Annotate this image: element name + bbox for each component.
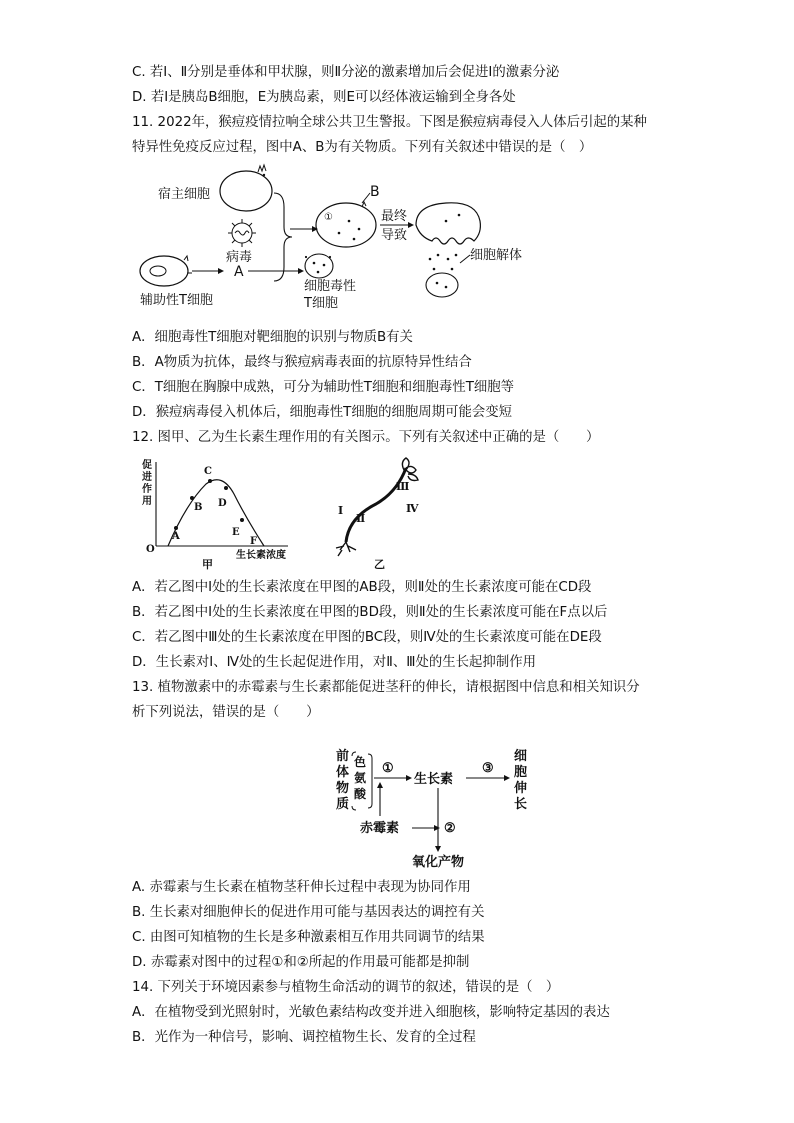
label-d: D	[218, 498, 227, 509]
q12-option-b: B．若乙图中Ⅰ处的生长素浓度在甲图的BD段，则Ⅱ处的生长素浓度可能在F点以后	[132, 605, 608, 620]
region-4-label: Ⅳ	[406, 502, 419, 515]
ylabel-char-3: 作	[142, 484, 152, 495]
q12-stem: 12. 图甲、乙为生长素生理作用的有关图示。下列有关叙述中正确的是（ ）	[132, 430, 600, 445]
tryptophan-char-3: 酸	[354, 787, 367, 801]
substance-b-label: B	[370, 184, 380, 200]
tryptophan-char-1: 色	[354, 755, 367, 769]
precursor-char-1: 前	[336, 749, 350, 764]
point-b	[190, 496, 194, 500]
point-e	[240, 518, 244, 522]
point-c	[208, 479, 212, 483]
cell-lysis-label: 细胞解体	[470, 248, 523, 263]
elongation-char-4: 长	[514, 797, 528, 812]
step-1-label: ①	[382, 761, 394, 776]
origin-label: O	[146, 544, 155, 555]
host-cell-receptor-icon	[258, 165, 266, 172]
option-c-q10: C. 若Ⅰ、Ⅱ分别是垂体和甲状腺，则Ⅱ分泌的激素增加后会促进Ⅰ的激素分泌	[132, 65, 560, 80]
precursor-char-2: 体	[336, 765, 350, 780]
hormone-pathway-figure	[334, 744, 548, 870]
helper-t-cell	[140, 256, 188, 286]
q13-option-d: D. 赤霉素对图中的过程①和②所起的作用最可能都是抑制	[132, 955, 470, 970]
elongation-char-1: 细	[514, 749, 528, 764]
q13-option-c: C. 由图可知植物的生长是多种激素相互作用共同调节的结果	[132, 930, 485, 945]
label-b: B	[194, 502, 203, 513]
immune-response-figure	[134, 163, 523, 313]
step-3-label: ③	[482, 761, 494, 776]
helper-t-cell-label: 辅助性T细胞	[140, 293, 213, 308]
substance-a-label: A	[234, 264, 244, 280]
q12-option-a: A．若乙图中Ⅰ处的生长素浓度在甲图的AB段，则Ⅱ处的生长素浓度可能在CD段	[132, 580, 592, 595]
cytotoxic-t-label-2: T细胞	[304, 296, 338, 311]
final-label-2: 导致	[381, 228, 408, 243]
label-f: F	[250, 536, 258, 547]
q11-option-c: C．T细胞在胸腺中成熟，可分为辅助性T细胞和细胞毒性T细胞等	[132, 380, 515, 395]
q13-option-a: A. 赤霉素与生长素在植物茎秆伸长过程中表现为协同作用	[132, 880, 471, 895]
x-axis-label: 生长素浓度	[236, 550, 286, 561]
region-1-label: Ⅰ	[338, 504, 344, 517]
ylabel-char-2: 进	[142, 472, 152, 483]
host-cell-label: 宿主细胞	[158, 187, 211, 202]
region-3-label: Ⅲ	[396, 480, 410, 493]
q13-stem-2: 析下列说法，错误的是（ ）	[132, 705, 320, 720]
q13-option-b: B. 生长素对细胞伸长的促进作用可能与基因表达的调控有关	[132, 905, 485, 920]
elongation-char-2: 胞	[514, 765, 528, 780]
q12-option-d: D．生长素对Ⅰ、Ⅳ处的生长起促进作用，对Ⅱ、Ⅲ处的生长起抑制作用	[132, 655, 536, 670]
svg-text:①: ①	[324, 212, 333, 223]
auxin-label: 生长素	[414, 772, 454, 787]
virus-icon	[228, 219, 256, 247]
curve-points	[174, 479, 244, 530]
cytotoxic-t-cell-2	[305, 254, 333, 278]
elongation-char-3: 伸	[514, 781, 528, 796]
point-a	[174, 526, 178, 530]
tryptophan-char-2: 氨	[354, 771, 367, 785]
q11-option-a: A．细胞毒性T细胞对靶细胞的识别与物质B有关	[132, 330, 413, 345]
ylabel-char-1: 促	[142, 460, 152, 471]
q11-stem-1: 11. 2022年，猴痘疫情拉响全球公共卫生警报。下图是猴痘病毒侵入人体后引起的某种	[132, 115, 647, 130]
q11-option-b: B．A物质为抗体，最终与猴痘病毒表面的抗原特异性结合	[132, 355, 472, 370]
figure-caption-left: 甲	[202, 558, 213, 571]
figure-caption-right: 乙	[374, 558, 385, 571]
point-d	[224, 486, 228, 490]
q11-stem-2: 特异性免疫反应过程，图中A、B为有关物质。下列有关叙述中错误的是（ ）	[132, 140, 593, 155]
gibberellin-label: 赤霉素	[360, 821, 400, 836]
host-cell	[220, 171, 272, 211]
cytotoxic-t-cell	[316, 202, 376, 247]
precursor-char-3: 物	[336, 781, 350, 796]
lysed-cell	[426, 254, 458, 297]
q14-option-b: B．光作为一种信号，影响、调控植物生长、发育的全过程	[132, 1030, 476, 1045]
q14-stem: 14. 下列关于环境因素参与植物生命活动的调节的叙述，错误的是（ ）	[132, 980, 560, 995]
label-c: C	[204, 466, 212, 477]
step-2-label: ②	[444, 821, 456, 836]
oxidation-product-label: 氧化产物	[412, 855, 465, 870]
q14-option-a: A．在植物受到光照射时，光敏色素结构改变并进入细胞核，影响特定基因的表达	[132, 1005, 610, 1020]
q11-option-d: D．猴痘病毒侵入机体后，细胞毒性T细胞的细胞周期可能会变短	[132, 405, 513, 420]
precursor-char-4: 质	[336, 797, 350, 812]
auxin-figure	[138, 454, 448, 572]
brace	[274, 193, 292, 281]
target-cell	[416, 203, 480, 244]
final-label-1: 最终	[381, 209, 408, 224]
q12-option-c: C．若乙图中Ⅲ处的生长素浓度在甲图的BC段，则Ⅳ处的生长素浓度可能在DE段	[132, 630, 602, 645]
label-a: A	[172, 531, 180, 542]
q13-stem-1: 13. 植物激素中的赤霉素与生长素都能促进茎秆的伸长，请根据图中信息和相关知识分	[132, 680, 640, 695]
option-d-q10: D. 若Ⅰ是胰岛B细胞，E为胰岛素，则E可以经体液运输到全身各处	[132, 90, 516, 105]
ylabel-char-4: 用	[142, 496, 152, 507]
virus-label: 病毒	[226, 250, 253, 265]
region-2-label: Ⅱ	[356, 512, 366, 525]
cytotoxic-t-label-1: 细胞毒性	[304, 279, 357, 294]
label-e: E	[232, 527, 240, 538]
